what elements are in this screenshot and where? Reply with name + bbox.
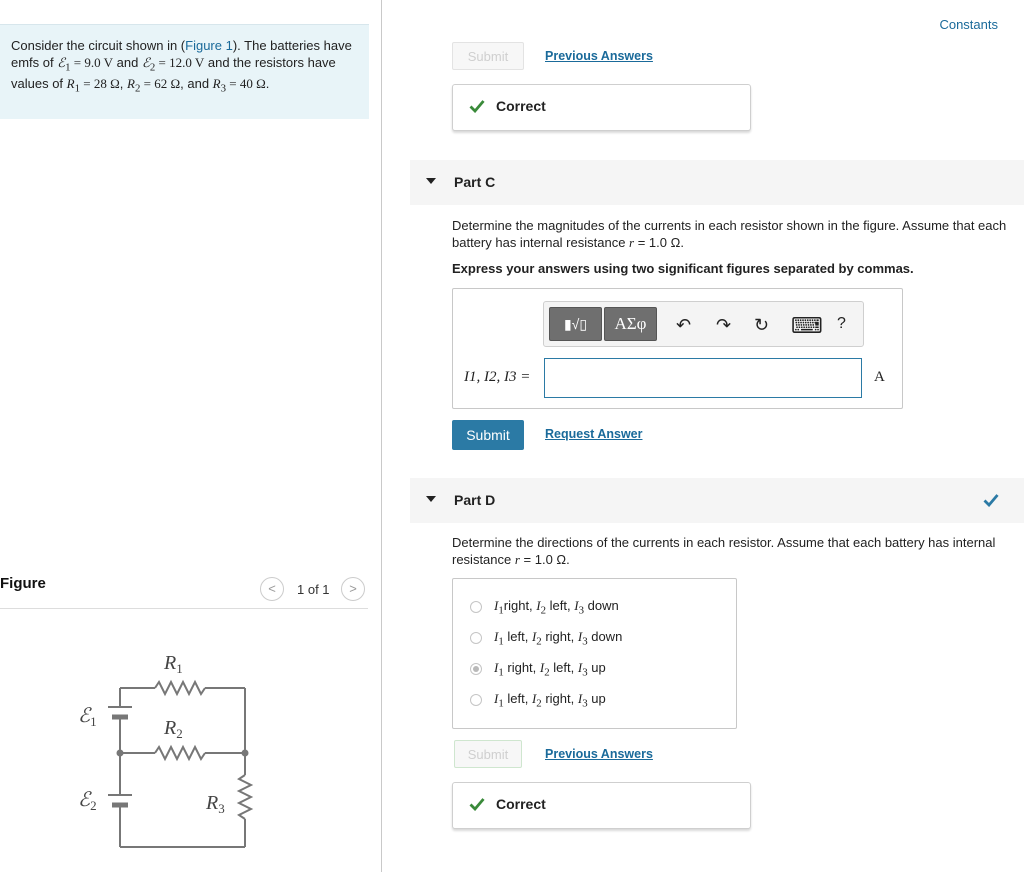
radio-button-selected[interactable] <box>470 663 482 675</box>
e1-label: ℰ$_1$ <box>78 705 97 729</box>
part-d-submit-button[interactable]: Submit <box>454 740 522 768</box>
checkmark-icon <box>469 99 485 113</box>
keyboard-icon[interactable]: ⌨ <box>791 313 823 338</box>
feedback-label: Correct <box>496 98 546 114</box>
part-d-feedback <box>452 782 751 829</box>
radio-button[interactable] <box>470 601 482 613</box>
r3-value: $R_3 = 40$ Ω <box>212 75 266 95</box>
collapse-triangle-icon <box>426 496 436 502</box>
r1-label: $R_1$ <box>164 652 183 676</box>
r2-label: $R_2$ <box>164 717 183 741</box>
figure-page-count: 1 of 1 <box>297 582 330 597</box>
junction-right <box>242 750 249 757</box>
r2-value: $R_2 = 62$ Ω <box>127 75 181 95</box>
templates-button[interactable] <box>549 307 602 341</box>
circuit-diagram <box>70 640 270 860</box>
greek-symbols-button[interactable] <box>604 307 657 341</box>
part-d-header[interactable] <box>410 478 1024 523</box>
part-c-instruction: Express your answers using two significant figures separated by commas. <box>452 261 914 276</box>
collapse-triangle-icon <box>426 178 436 184</box>
part-c-question: Determine the magnitudes of the currents in each resistor shown in the figure. Assume that each battery has internal resistance r = 1.0 Ω. <box>452 218 1007 250</box>
part-c-title: Part C <box>454 174 496 190</box>
help-icon[interactable]: ? <box>837 315 846 332</box>
answer-label: I1, I2, I3 = <box>464 369 531 385</box>
answer-unit: A <box>874 369 885 385</box>
answer-input[interactable] <box>544 358 862 398</box>
completed-check-icon <box>983 493 999 507</box>
prev-figure-button[interactable] <box>260 577 284 601</box>
emf2-symbol: ℰ$_2$ = 12.0 V <box>141 54 205 74</box>
figure-divider <box>0 608 368 609</box>
part-c-header[interactable] <box>410 160 1024 205</box>
emf1-symbol: ℰ$_1$ = 9.0 V <box>57 54 114 74</box>
r3-label: $R_3$ <box>206 792 225 816</box>
problem-statement: Consider the circuit shown in (Figure 1). The batteries have emfs of ℰ$_1$ = 9.0 V and ℰ$_2$ = 12.0 V and the resistors have values of $R_1 = 28$ Ω, $R_2 = 62$ Ω, and $R_3 = 40$ Ω. <box>11 38 352 95</box>
templates-icon: ▮√▯ <box>563 316 588 332</box>
part-b-feedback <box>452 84 751 131</box>
redo-icon[interactable]: ↷ <box>716 315 732 335</box>
junction-left <box>117 750 124 757</box>
figure-heading: Figure <box>0 575 46 592</box>
radio-button[interactable] <box>470 632 482 644</box>
r1-value: $R_1 = 28$ Ω <box>66 75 120 95</box>
constants-link[interactable]: Constants <box>939 17 998 32</box>
feedback-label: Correct <box>496 796 546 812</box>
part-d-question: Determine the directions of the currents in each resistor. Assume that each battery has internal resistance r = 1.0 Ω. <box>452 535 996 567</box>
part-c-submit-button[interactable]: Submit <box>452 420 524 450</box>
checkmark-icon <box>469 797 485 811</box>
reset-icon[interactable]: ↻ <box>754 315 770 335</box>
panel-divider <box>381 0 382 872</box>
undo-icon[interactable]: ↶ <box>676 315 692 335</box>
radio-button[interactable] <box>470 694 482 706</box>
next-figure-button[interactable] <box>341 577 365 601</box>
request-answer-link[interactable]: Request Answer <box>545 427 643 441</box>
figure-link[interactable]: Figure 1 <box>185 38 233 53</box>
chevron-left-icon: < <box>268 581 276 596</box>
greek-icon: ΑΣφ <box>614 314 647 333</box>
part-d-previous-answers-link[interactable]: Previous Answers <box>545 747 653 761</box>
part-b-previous-answers-link[interactable]: Previous Answers <box>545 49 653 63</box>
chevron-right-icon: > <box>349 581 357 596</box>
part-d-title: Part D <box>454 492 496 508</box>
part-b-submit-button[interactable]: Submit <box>452 42 524 70</box>
e2-label: ℰ$_2$ <box>78 789 97 813</box>
math-toolbar <box>543 301 864 347</box>
